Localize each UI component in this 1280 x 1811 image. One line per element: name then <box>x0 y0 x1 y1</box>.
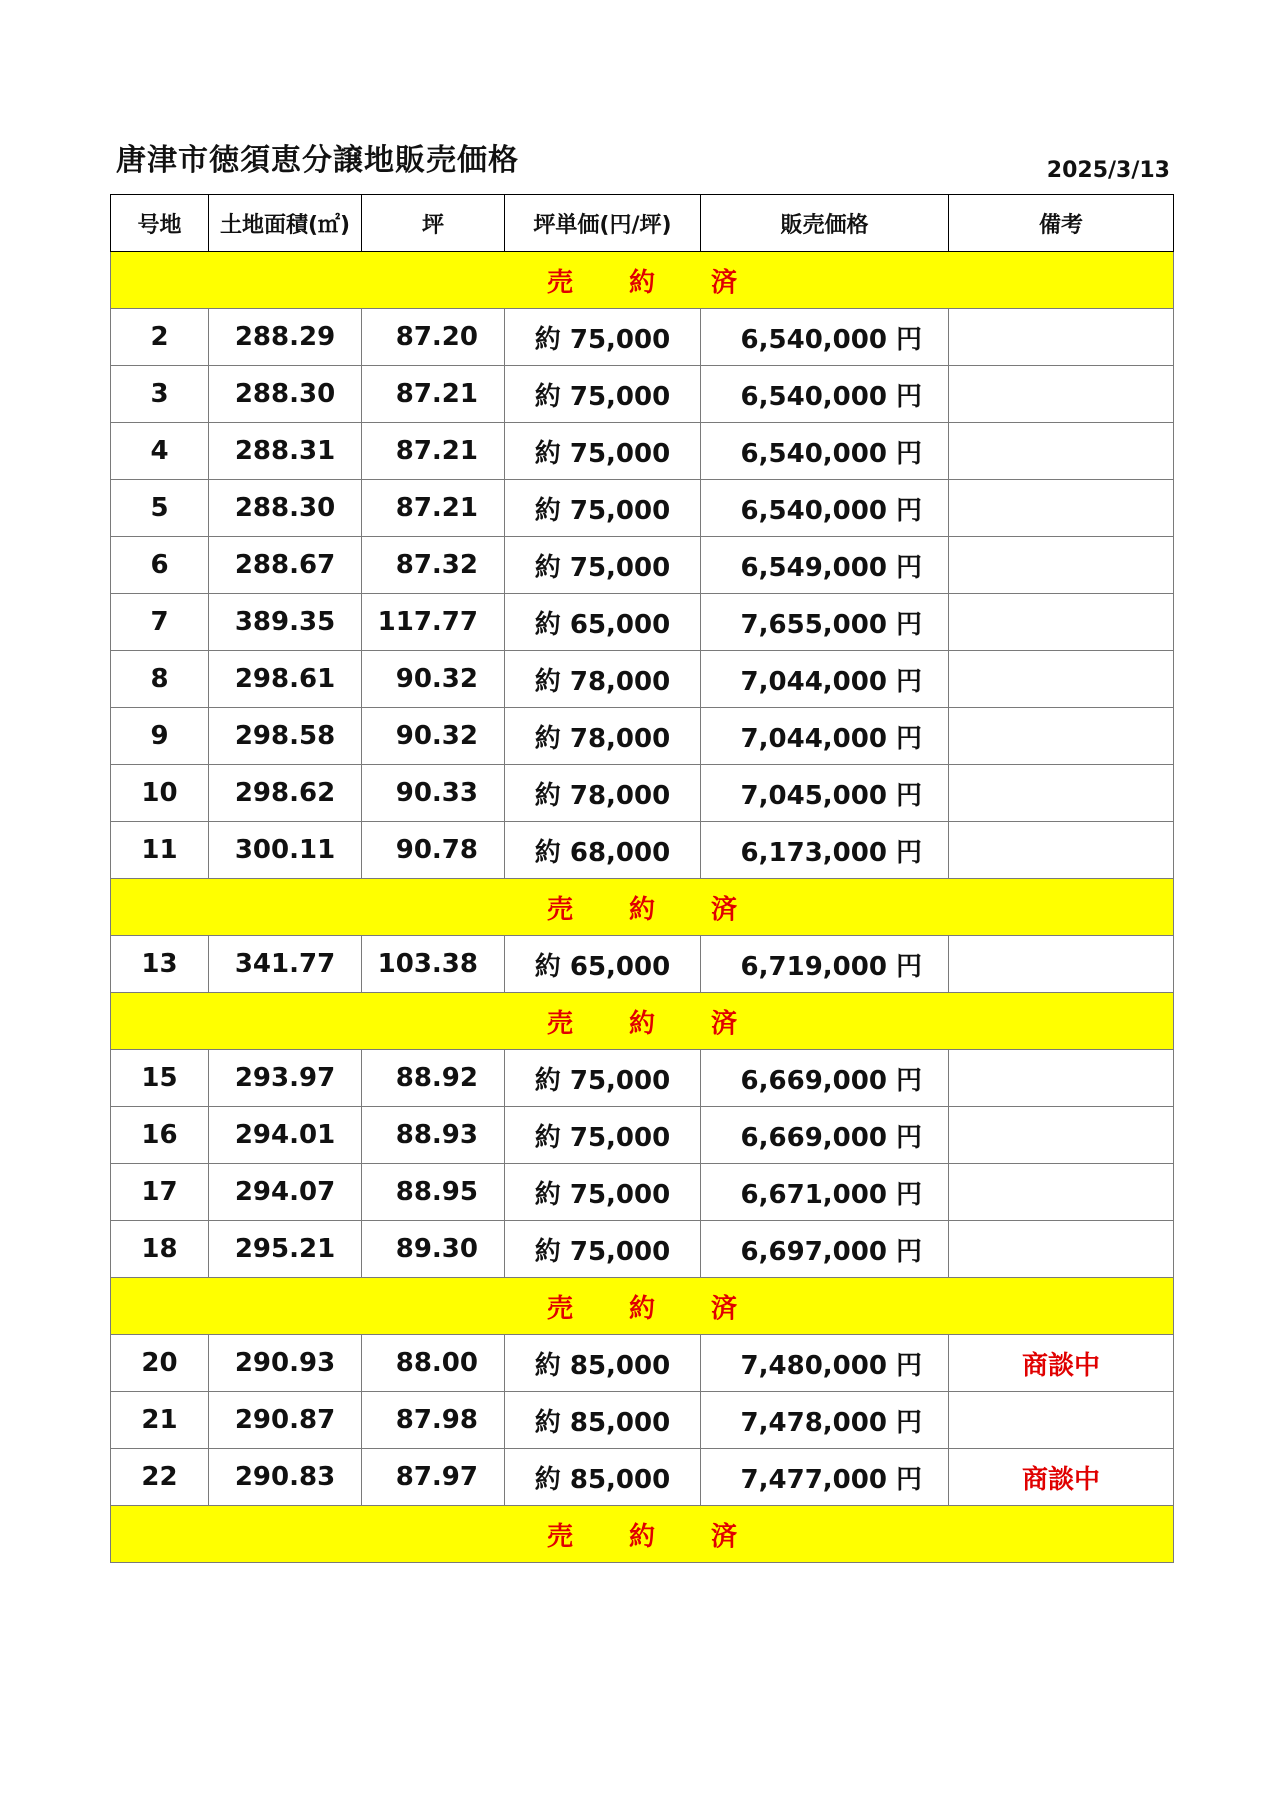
table-row <box>111 1107 1174 1164</box>
tsubo-cell: 88.00 <box>362 1335 505 1392</box>
unit-price-cell: 約 75,000 <box>505 309 701 366</box>
remarks-cell <box>949 480 1174 537</box>
table-row <box>111 1221 1174 1278</box>
tsubo-cell: 87.21 <box>362 423 505 480</box>
land-area-cell: 290.83 <box>209 1449 362 1506</box>
sale-price-cell: 6,669,000 円 <box>701 1107 949 1164</box>
tsubo-cell: 88.92 <box>362 1050 505 1107</box>
lot-number-cell: 9 <box>111 708 209 765</box>
lot-number-cell: 3 <box>111 366 209 423</box>
unit-price-cell: 約 75,000 <box>505 537 701 594</box>
land-area-cell: 288.31 <box>209 423 362 480</box>
unit-price-cell: 約 85,000 <box>505 1335 701 1392</box>
remarks-cell <box>949 936 1174 993</box>
remarks-cell <box>949 594 1174 651</box>
sale-price-cell: 7,655,000 円 <box>701 594 949 651</box>
table-row <box>111 822 1174 879</box>
tsubo-cell: 87.32 <box>362 537 505 594</box>
lot-number-cell: 18 <box>111 1221 209 1278</box>
sale-price-cell: 6,697,000 円 <box>701 1221 949 1278</box>
table-row <box>111 1449 1174 1506</box>
lot-number-cell: 2 <box>111 309 209 366</box>
sale-price-cell: 6,173,000 円 <box>701 822 949 879</box>
table-row <box>111 1164 1174 1221</box>
lot-number-cell: 15 <box>111 1050 209 1107</box>
land-area-cell: 294.01 <box>209 1107 362 1164</box>
table-body <box>111 252 1174 1563</box>
lot-number-cell: 4 <box>111 423 209 480</box>
table-row <box>111 1050 1174 1107</box>
unit-price-cell: 約 78,000 <box>505 708 701 765</box>
sold-label: 売約済 <box>111 879 1174 936</box>
tsubo-cell: 90.78 <box>362 822 505 879</box>
tsubo-cell: 87.97 <box>362 1449 505 1506</box>
land-area-cell: 300.11 <box>209 822 362 879</box>
unit-price-cell: 約 75,000 <box>505 1221 701 1278</box>
sold-label: 売約済 <box>111 252 1174 309</box>
sold-row <box>111 1506 1174 1563</box>
remarks-cell <box>949 366 1174 423</box>
document-date: 2025/3/13 <box>1046 158 1170 183</box>
land-area-cell: 298.58 <box>209 708 362 765</box>
lot-number-cell: 5 <box>111 480 209 537</box>
table-row <box>111 594 1174 651</box>
remarks-cell <box>949 1221 1174 1278</box>
remarks-cell <box>949 708 1174 765</box>
column-header-land-area: 土地面積(㎡) <box>209 195 362 252</box>
remarks-cell <box>949 309 1174 366</box>
remarks-cell <box>949 651 1174 708</box>
sold-row <box>111 879 1174 936</box>
sale-price-cell: 6,671,000 円 <box>701 1164 949 1221</box>
tsubo-cell: 90.32 <box>362 708 505 765</box>
table-row <box>111 537 1174 594</box>
lot-number-cell: 17 <box>111 1164 209 1221</box>
tsubo-cell: 89.30 <box>362 1221 505 1278</box>
sale-price-cell: 6,540,000 円 <box>701 423 949 480</box>
lot-number-cell: 22 <box>111 1449 209 1506</box>
lot-number-cell: 13 <box>111 936 209 993</box>
land-area-cell: 288.29 <box>209 309 362 366</box>
tsubo-cell: 87.21 <box>362 480 505 537</box>
remarks-cell <box>949 537 1174 594</box>
tsubo-cell: 87.98 <box>362 1392 505 1449</box>
table-row <box>111 1392 1174 1449</box>
remarks-cell <box>949 1392 1174 1449</box>
sale-price-cell: 6,540,000 円 <box>701 366 949 423</box>
sale-price-cell: 6,669,000 円 <box>701 1050 949 1107</box>
land-area-cell: 341.77 <box>209 936 362 993</box>
page-title: 唐津市徳須恵分譲地販売価格 <box>116 143 519 178</box>
land-area-cell: 293.97 <box>209 1050 362 1107</box>
unit-price-cell: 約 85,000 <box>505 1449 701 1506</box>
table-row <box>111 480 1174 537</box>
sale-price-cell: 7,044,000 円 <box>701 651 949 708</box>
lot-number-cell: 16 <box>111 1107 209 1164</box>
tsubo-cell: 117.77 <box>362 594 505 651</box>
unit-price-cell: 約 75,000 <box>505 1107 701 1164</box>
unit-price-cell: 約 78,000 <box>505 765 701 822</box>
land-area-cell: 294.07 <box>209 1164 362 1221</box>
remarks-cell <box>949 423 1174 480</box>
lot-number-cell: 7 <box>111 594 209 651</box>
tsubo-cell: 90.32 <box>362 651 505 708</box>
table-row <box>111 1335 1174 1392</box>
lot-number-cell: 10 <box>111 765 209 822</box>
sold-label: 売約済 <box>111 993 1174 1050</box>
unit-price-cell: 約 75,000 <box>505 1050 701 1107</box>
sale-price-cell: 6,719,000 円 <box>701 936 949 993</box>
remarks-cell <box>949 765 1174 822</box>
sold-row <box>111 252 1174 309</box>
lot-number-cell: 11 <box>111 822 209 879</box>
table-row <box>111 765 1174 822</box>
unit-price-cell: 約 65,000 <box>505 936 701 993</box>
land-area-cell: 288.30 <box>209 480 362 537</box>
header-row <box>111 195 1174 252</box>
lot-number-cell: 8 <box>111 651 209 708</box>
land-area-cell: 389.35 <box>209 594 362 651</box>
sold-label: 売約済 <box>111 1278 1174 1335</box>
table-row <box>111 708 1174 765</box>
sold-row <box>111 993 1174 1050</box>
column-header-lot-number: 号地 <box>111 195 209 252</box>
lot-number-cell: 20 <box>111 1335 209 1392</box>
unit-price-cell: 約 78,000 <box>505 651 701 708</box>
land-area-cell: 298.62 <box>209 765 362 822</box>
unit-price-cell: 約 68,000 <box>505 822 701 879</box>
tsubo-cell: 103.38 <box>362 936 505 993</box>
tsubo-cell: 90.33 <box>362 765 505 822</box>
sold-label: 売約済 <box>111 1506 1174 1563</box>
tsubo-cell: 87.20 <box>362 309 505 366</box>
table-row <box>111 366 1174 423</box>
land-area-cell: 290.87 <box>209 1392 362 1449</box>
lot-number-cell: 6 <box>111 537 209 594</box>
sale-price-cell: 7,045,000 円 <box>701 765 949 822</box>
tsubo-cell: 88.95 <box>362 1164 505 1221</box>
column-header-remarks: 備考 <box>949 195 1174 252</box>
tsubo-cell: 88.93 <box>362 1107 505 1164</box>
sale-price-cell: 6,540,000 円 <box>701 480 949 537</box>
unit-price-cell: 約 75,000 <box>505 366 701 423</box>
tsubo-cell: 87.21 <box>362 366 505 423</box>
remarks-cell <box>949 1050 1174 1107</box>
column-header-tsubo: 坪 <box>362 195 505 252</box>
remarks-cell: 商談中 <box>949 1335 1174 1392</box>
land-area-cell: 298.61 <box>209 651 362 708</box>
table-row <box>111 651 1174 708</box>
unit-price-cell: 約 85,000 <box>505 1392 701 1449</box>
unit-price-cell: 約 75,000 <box>505 1164 701 1221</box>
sale-price-cell: 7,477,000 円 <box>701 1449 949 1506</box>
lot-number-cell: 21 <box>111 1392 209 1449</box>
remarks-cell <box>949 1164 1174 1221</box>
remarks-cell <box>949 1107 1174 1164</box>
unit-price-cell: 約 75,000 <box>505 423 701 480</box>
table-row <box>111 309 1174 366</box>
land-area-cell: 288.30 <box>209 366 362 423</box>
column-header-unit-price: 坪単価(円/坪) <box>505 195 701 252</box>
table-row <box>111 423 1174 480</box>
remarks-cell: 商談中 <box>949 1449 1174 1506</box>
unit-price-cell: 約 65,000 <box>505 594 701 651</box>
sold-row <box>111 1278 1174 1335</box>
sale-price-cell: 7,478,000 円 <box>701 1392 949 1449</box>
remarks-cell <box>949 822 1174 879</box>
unit-price-cell: 約 75,000 <box>505 480 701 537</box>
land-area-cell: 295.21 <box>209 1221 362 1278</box>
table-row <box>111 936 1174 993</box>
sale-price-cell: 6,549,000 円 <box>701 537 949 594</box>
sale-price-cell: 7,480,000 円 <box>701 1335 949 1392</box>
sale-price-cell: 6,540,000 円 <box>701 309 949 366</box>
price-table <box>110 194 1174 1563</box>
land-area-cell: 288.67 <box>209 537 362 594</box>
sale-price-cell: 7,044,000 円 <box>701 708 949 765</box>
table-header <box>111 195 1174 252</box>
column-header-sale-price: 販売価格 <box>701 195 949 252</box>
land-area-cell: 290.93 <box>209 1335 362 1392</box>
